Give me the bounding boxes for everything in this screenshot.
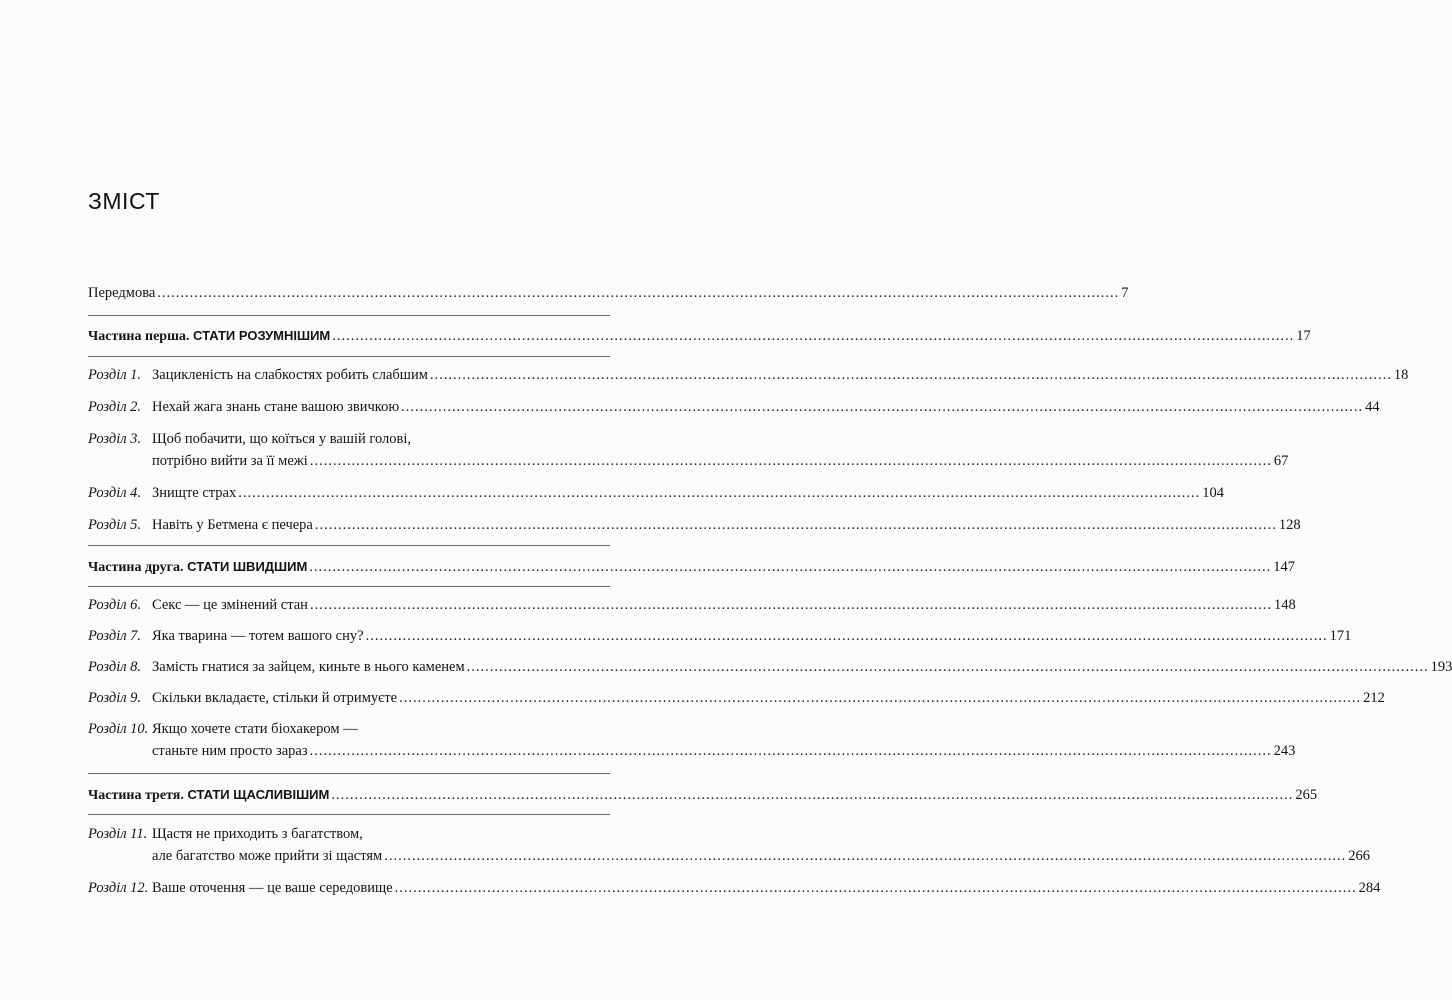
toc-entry-chapter-3[interactable] (88, 430, 610, 448)
part-title: СТАТИ РОЗУМНІШИМ (193, 328, 331, 343)
page-number: 243 (1273, 743, 1296, 759)
chapter-label: Розділ 9. (88, 690, 142, 706)
dot-leader (395, 879, 1357, 897)
entry-title: Ваше оточення — це ваше середовище (152, 880, 393, 896)
entry-title: Яка тварина — тотем вашого сну? (152, 628, 364, 644)
part-name: Частина друга. (88, 560, 184, 575)
entry-title: Секс — це змінений стан (152, 597, 308, 613)
toc-entry-chapter-9[interactable] (88, 689, 1385, 707)
page-number: 266 (1348, 848, 1370, 864)
entry-title: Знищте страх (152, 485, 237, 501)
page-number: 148 (1273, 597, 1296, 613)
part-heading (88, 558, 307, 577)
dot-leader (430, 366, 1392, 384)
dot-leader (366, 627, 1328, 645)
page-number: 104 (1202, 485, 1224, 501)
toc-entry-part-1[interactable] (88, 327, 1311, 346)
chapter-label: Розділ 2. (88, 399, 142, 415)
dot-leader (310, 452, 1272, 470)
page-number: 18 (1393, 367, 1409, 383)
part-name: Частина перша. (88, 329, 190, 344)
entry-title: Зацикленість на слабкостях робить слабшим (152, 367, 428, 383)
dot-leader (310, 596, 1272, 614)
toc-entry-chapter-11-cont[interactable] (152, 847, 1370, 865)
toc-entry-part-2[interactable] (88, 558, 1296, 577)
toc-entry-chapter-10-cont[interactable] (152, 742, 1296, 760)
part-name: Частина третя. (88, 788, 184, 803)
page-number: 212 (1363, 690, 1385, 706)
toc-entry-chapter-7[interactable] (88, 627, 1352, 645)
toc-entry-chapter-10[interactable] (88, 720, 610, 738)
page-title: ЗМІСТ (88, 188, 160, 214)
dot-leader (401, 398, 1363, 416)
dot-leader (157, 284, 1119, 302)
entry-title: Замість гнатися за зайцем, киньте в нього каменем (152, 659, 465, 675)
divider (88, 315, 610, 316)
entry-title: Передмова (88, 285, 156, 301)
chapter-label: Розділ 6. (88, 597, 142, 613)
dot-leader (399, 689, 1361, 707)
toc-entry-chapter-6[interactable] (88, 596, 1296, 614)
entry-title: станьте ним просто зараз (152, 743, 308, 759)
chapter-label: Розділ 4. (88, 485, 142, 501)
part-heading (88, 786, 329, 805)
toc-entry-chapter-12[interactable] (88, 879, 1381, 897)
toc-entry-chapter-4[interactable] (88, 484, 1224, 502)
page-number: 284 (1358, 880, 1381, 896)
chapter-label: Розділ 3. (88, 431, 142, 447)
toc-entry-part-3[interactable] (88, 786, 1318, 805)
chapter-label: Розділ 10. (88, 721, 149, 737)
page-number: 171 (1329, 628, 1352, 644)
chapter-label: Розділ 12. (88, 880, 149, 896)
chapter-label: Розділ 8. (88, 659, 142, 675)
entry-title: Скільки вкладаєте, стільки й отримуєте (152, 690, 398, 706)
entry-title: Нехай жага знань стане вашою звичкою (152, 399, 400, 415)
entry-title-line-1: Щастя не приходить з багатством, (152, 826, 363, 842)
page-number: 7 (1121, 285, 1129, 301)
entry-title: Навіть у Бетмена є печера (152, 517, 313, 533)
dot-leader (315, 516, 1277, 534)
page-number: 193 (1430, 659, 1452, 675)
toc-entry-preface[interactable] (88, 284, 1129, 302)
part-title: СТАТИ ШВИДШИМ (187, 559, 308, 574)
divider (88, 814, 610, 815)
toc-entry-chapter-8[interactable] (88, 658, 1452, 676)
toc-entry-chapter-2[interactable] (88, 398, 1380, 416)
entry-title-line-1: Якщо хочете стати біохакером — (152, 721, 358, 737)
chapter-label: Розділ 11. (88, 826, 148, 842)
entry-title: потрібно вийти за її межі (152, 453, 308, 469)
dot-leader (384, 847, 1346, 865)
dot-leader (309, 558, 1271, 576)
dot-leader (310, 742, 1272, 760)
divider (88, 545, 610, 546)
chapter-label: Розділ 7. (88, 628, 142, 644)
entry-title: але багатство може прийти зі щастям (152, 848, 383, 864)
divider (88, 773, 610, 774)
page-number: 147 (1273, 559, 1296, 575)
divider (88, 586, 610, 587)
dot-leader (332, 327, 1294, 345)
page-number: 44 (1365, 399, 1380, 415)
chapter-label: Розділ 1. (88, 367, 142, 383)
dot-leader (331, 786, 1293, 804)
entry-title-line-1: Щоб побачити, що коїться у вашій голові, (152, 431, 412, 447)
page-number: 265 (1295, 787, 1318, 803)
page-number: 128 (1278, 517, 1301, 533)
dot-leader (467, 658, 1429, 676)
dot-leader (238, 484, 1200, 502)
chapter-label: Розділ 5. (88, 517, 142, 533)
divider (88, 356, 610, 357)
page-number: 17 (1296, 328, 1311, 344)
toc-entry-chapter-11[interactable] (88, 825, 610, 843)
part-heading (88, 327, 330, 346)
toc-entry-chapter-5[interactable] (88, 516, 1301, 534)
toc-entry-chapter-1[interactable] (88, 366, 1409, 384)
part-title: СТАТИ ЩАСЛИВІШИМ (187, 787, 330, 802)
page-number: 67 (1273, 453, 1289, 469)
toc-entry-chapter-3-cont[interactable] (152, 452, 1289, 470)
